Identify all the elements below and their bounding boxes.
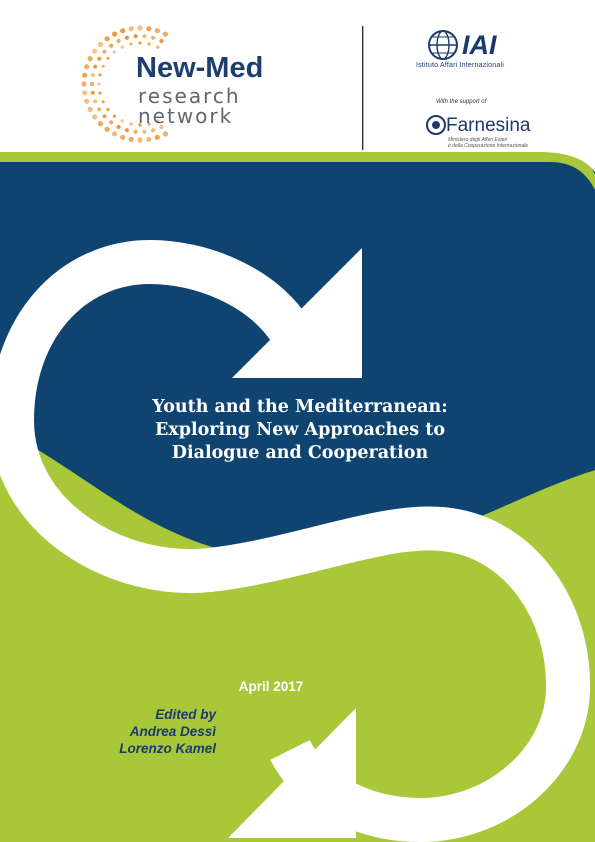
logo-dot xyxy=(97,107,101,111)
logo-dot xyxy=(113,115,116,118)
logo-dot xyxy=(151,128,155,132)
logo-dot xyxy=(142,34,146,38)
logo-dot xyxy=(98,121,103,126)
logo-dot xyxy=(148,42,151,45)
sponsor-name: Farnesina xyxy=(446,115,531,136)
logo-dot xyxy=(98,73,101,76)
sponsor-subtitle-2: e della Cooperazione Internazionale xyxy=(448,143,529,149)
logo-dot xyxy=(146,137,151,142)
logo-dot xyxy=(105,127,110,132)
logo-dot xyxy=(163,31,168,36)
logo-dot xyxy=(120,28,125,33)
logo-dot xyxy=(90,82,94,86)
logo-line-research: research xyxy=(138,84,241,108)
logo-dot xyxy=(82,90,87,95)
logo-dot xyxy=(146,26,151,31)
logo-dot xyxy=(81,81,86,86)
edited-by-label: Edited by xyxy=(155,707,216,722)
logo-dot xyxy=(98,42,103,47)
logo-dot xyxy=(91,73,95,77)
logo-dot xyxy=(155,135,160,140)
header-divider xyxy=(362,26,363,150)
logo-dot xyxy=(102,65,105,68)
logo-dot xyxy=(129,26,134,31)
logo-dot xyxy=(84,99,89,104)
logo-dot xyxy=(97,57,101,61)
logo-dot xyxy=(163,131,168,136)
sponsor-subtitle-1: Ministero degli Affari Esteri xyxy=(448,137,508,143)
editor-name: Lorenzo Kamel xyxy=(119,741,216,756)
logo-dot xyxy=(93,65,97,69)
logo-dot xyxy=(98,92,101,95)
logo-dot xyxy=(106,57,109,60)
logo-dot xyxy=(159,39,163,43)
logo-dot xyxy=(129,137,134,142)
logo-dot xyxy=(92,114,97,119)
logo-dot xyxy=(82,73,87,78)
logo-dot xyxy=(112,131,117,136)
logo-dot xyxy=(113,50,116,53)
logo-dot xyxy=(105,36,110,41)
publication-date: April 2017 xyxy=(238,679,304,694)
logo-dot xyxy=(134,130,138,134)
title-line: Dialogue and Cooperation xyxy=(171,443,429,463)
logo-dot xyxy=(97,82,100,85)
logo-dot xyxy=(93,99,97,103)
logo-dot xyxy=(102,100,105,103)
iai-logo-text: IAI xyxy=(462,30,497,60)
iai-subtitle: Istituto Affari Internazionali xyxy=(416,62,504,69)
logo-dot xyxy=(134,34,138,38)
logo-title: New-Med xyxy=(136,52,264,84)
logo-dot xyxy=(137,25,142,30)
logo-dot xyxy=(109,120,113,124)
logo-dot xyxy=(121,119,124,122)
editor-name: Andrea Dessì xyxy=(129,724,216,739)
logo-dot xyxy=(88,107,93,112)
logo-dot xyxy=(120,135,125,140)
editors-block xyxy=(70,706,216,757)
logo-dot xyxy=(84,64,89,69)
title-line: Exploring New Approaches to xyxy=(154,420,446,440)
logo-dot xyxy=(142,130,146,134)
logo-line-network: network xyxy=(138,104,234,128)
logo-dot xyxy=(88,56,93,61)
title-line: Youth and the Mediterranean: xyxy=(152,397,448,417)
support-text: With the support of xyxy=(436,99,487,105)
logo-dot xyxy=(125,36,129,40)
logo-dot xyxy=(156,46,159,49)
logo-dot xyxy=(125,128,129,132)
logo-dot xyxy=(129,122,132,125)
logo-dot xyxy=(155,28,160,33)
logo-dot xyxy=(109,44,113,48)
report-title xyxy=(130,396,470,465)
logo-dot xyxy=(138,41,141,44)
logo-dot xyxy=(106,108,109,111)
logo-dot xyxy=(137,137,142,142)
logo-dot xyxy=(151,36,155,40)
logo-dot xyxy=(117,39,121,43)
logo-dot xyxy=(112,31,117,36)
logo-dot xyxy=(117,125,121,129)
logo-dot xyxy=(102,50,106,54)
logo-dot xyxy=(129,42,132,45)
logo-dot xyxy=(121,46,124,49)
logo-dot xyxy=(102,114,106,118)
logo-dot xyxy=(91,91,95,95)
logo-dot xyxy=(92,49,97,54)
